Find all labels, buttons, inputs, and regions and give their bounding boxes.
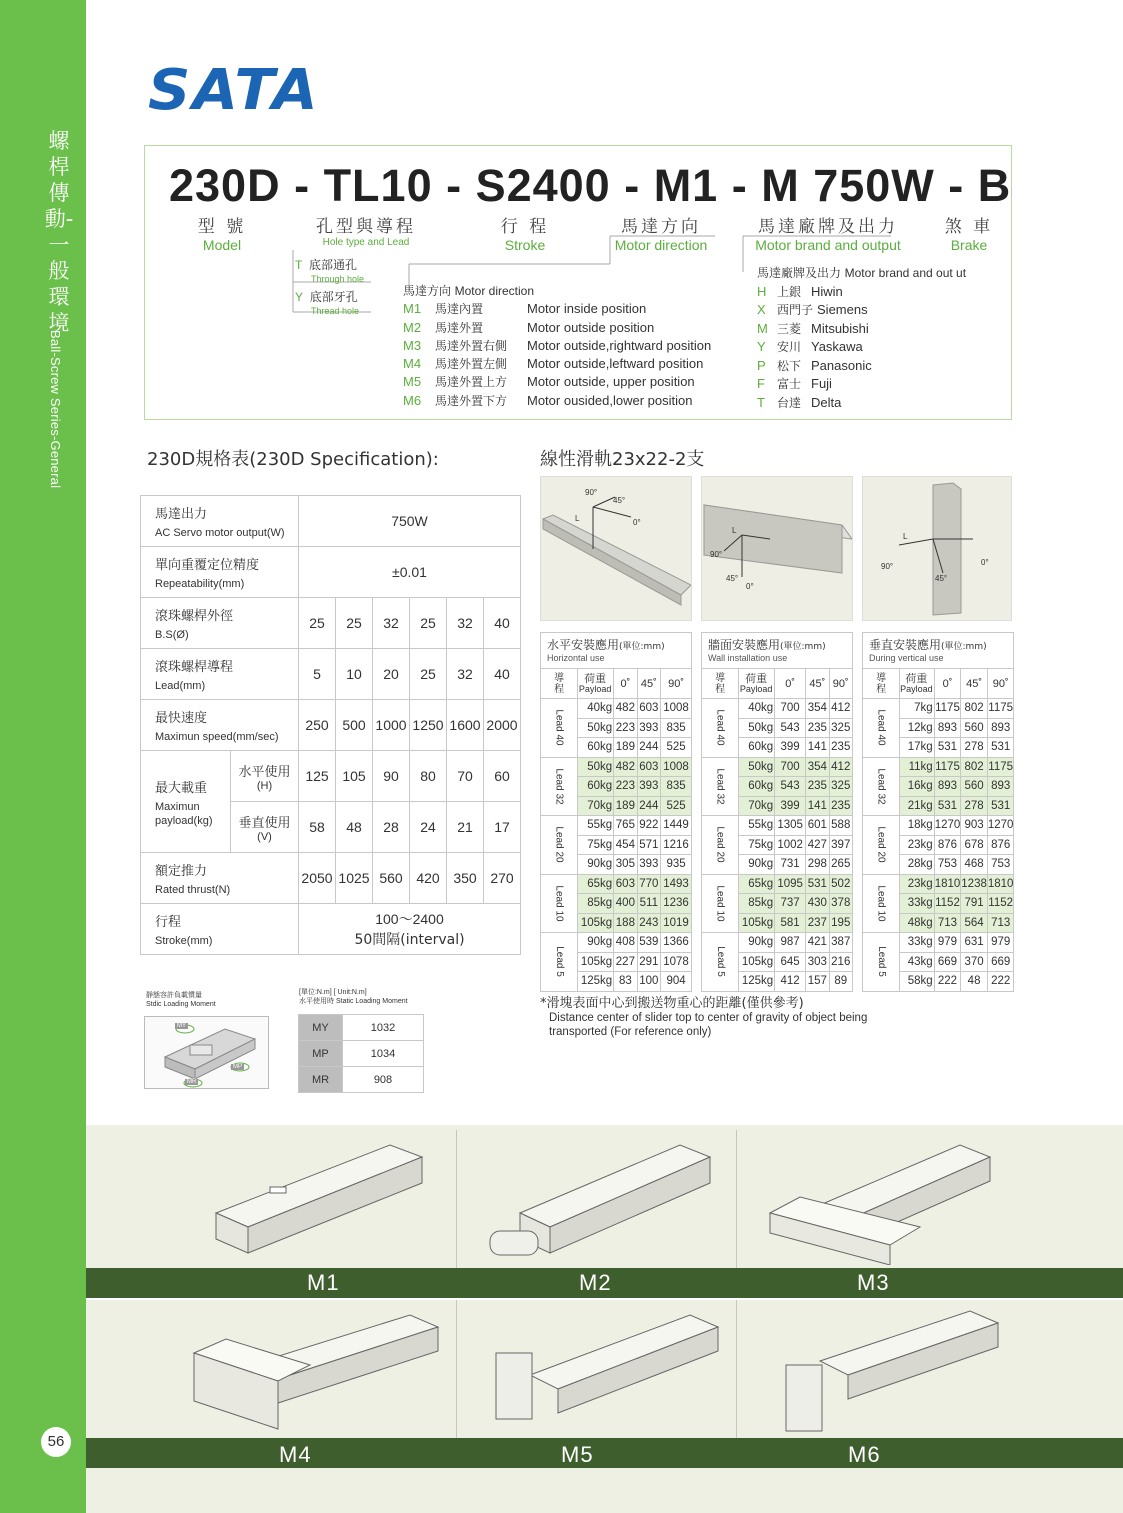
- rail-image-vertical: [862, 476, 1012, 621]
- payload-row: Lead 20 18kg 1270 903 1270: [863, 816, 1014, 836]
- payload-row: Lead 20 55kg 765 922 1449: [541, 816, 692, 836]
- spec-table: [140, 495, 521, 955]
- mp-tag: MP: [233, 1064, 242, 1070]
- spec-row-repeat: 單向重覆定位精度 Repeatability(mm) ±0.01: [141, 547, 521, 598]
- spec-title: 230D規格表(230D Specification):: [147, 449, 439, 470]
- svg-text:90°: 90°: [881, 562, 894, 571]
- payload-row: 70kg 399 141 235: [702, 796, 853, 816]
- payload-row: 105kg 188 243 1019: [541, 913, 692, 933]
- label-stroke: 行 程 Stroke: [500, 217, 550, 253]
- payload-table-vertical: 垂直安裝應用(單位:mm) During vertical use 導程 荷重 Payload 0˚ 45˚ 90˚ Lead 40 7kg 1175 802 1175 12kg 893 560 893 17kg 531 278 531 Lead 32 11kg 1175 802 1175 16kg 893 560 893 21kg 531 278 531 Lead 20 18kg 1270 903 1270 23kg 876 678 876 28kg 753 468 753 Lead 10 23kg 1810 1238 1810 33kg 1152 791 1152 48kg 713 564 713 Lead 5 33kg 979 631 979 43kg 669 370 669 58kg 222 48 222: [862, 632, 1014, 992]
- svg-text:L: L: [903, 532, 908, 541]
- payload-row: 75kg 1002 427 397: [702, 835, 853, 855]
- payload-row: 90kg 305 393 935: [541, 855, 692, 875]
- payload-row: 90kg 731 298 265: [702, 855, 853, 875]
- hole-type-y: Y 底部牙孔 Thread hole: [295, 290, 360, 316]
- svg-text:45°: 45°: [613, 496, 626, 505]
- sidebar-category-cn: 螺桿傳動-一般環境: [44, 129, 74, 335]
- moment-label-right: [單位:N.m] [ Unit:N.m] 水平使用時 Static Loading Moment: [299, 989, 408, 1005]
- payload-row: Lead 40 7kg 1175 802 1175: [863, 699, 1014, 719]
- gallery-band-row2: [86, 1438, 1123, 1468]
- payload-row: Lead 40 40kg 700 354 412: [702, 699, 853, 719]
- lead-label: Lead 40: [863, 699, 900, 758]
- payload-row: 58kg 222 48 222: [863, 972, 1014, 992]
- payload-row: 60kg 543 235 325: [702, 777, 853, 797]
- motor-direction-list: 馬達方向 Motor direction M1 馬達內置 Motor inside position M2 馬達外置 Motor outside position M3 馬達外置右側 Motor outside,rightward position M4 馬達外置左側 Motor outside,leftward position M5 馬達外置上方 Motor outside, upper position M6 馬達外置下方 Motor ousided,lower position: [403, 282, 711, 410]
- spec-row-thrust: 額定推力 Rated thrust(N) 2050 1025 560 420 350 270: [141, 853, 521, 904]
- actuator-image-m5: [490, 1305, 730, 1435]
- brand-yaskawa: Y 安川 Yaskawa: [757, 339, 863, 354]
- payload-row: 85kg 400 511 1236: [541, 894, 692, 914]
- lead-label: Lead 32: [541, 757, 578, 816]
- lead-label: Lead 40: [541, 699, 578, 758]
- payload-row: 125kg 412 157 89: [702, 972, 853, 992]
- sidebar-category-en: Ball-Screw Series-General: [48, 330, 63, 489]
- payload-row: Lead 10 23kg 1810 1238 1810: [863, 874, 1014, 894]
- payload-row: 12kg 893 560 893: [863, 718, 1014, 738]
- svg-text:L: L: [575, 514, 580, 523]
- payload-header-row: 導程 荷重 Payload 0˚ 45˚ 90˚: [702, 669, 853, 699]
- svg-text:45°: 45°: [935, 574, 948, 583]
- page-number: 56: [41, 1427, 71, 1457]
- payload-row: 33kg 1152 791 1152: [863, 894, 1014, 914]
- payload-row: 50kg 543 235 325: [702, 718, 853, 738]
- payload-row: 105kg 581 237 195: [702, 913, 853, 933]
- gallery-label-m6: M6: [848, 1442, 881, 1467]
- motor-dir-m1: M1 馬達內置 Motor inside position: [403, 301, 647, 317]
- payload-row: Lead 5 90kg 408 539 1366: [541, 933, 692, 953]
- payload-row: 125kg 83 100 904: [541, 972, 692, 992]
- brand-panasonic: P 松下 Panasonic: [757, 357, 872, 373]
- spec-row-motor: 馬達出力 AC Servo motor output(W) 750W: [141, 496, 521, 547]
- brand-fuji: F 富士 Fuji: [757, 376, 832, 391]
- moment-row-mp: MP 1034: [299, 1041, 424, 1067]
- payload-row: Lead 40 40kg 482 603 1008: [541, 699, 692, 719]
- spec-row-speed: 最快速度 Maximun speed(mm/sec) 250 500 1000 1250 1600 2000: [141, 700, 521, 751]
- actuator-image-m2: [480, 1135, 720, 1265]
- payload-row: 28kg 753 468 753: [863, 855, 1014, 875]
- svg-text:0°: 0°: [633, 518, 641, 527]
- lead-label: Lead 10: [702, 874, 739, 933]
- payload-row: 60kg 189 244 525: [541, 738, 692, 758]
- moment-table: [298, 1014, 424, 1093]
- gallery-label-m3: M3: [857, 1270, 890, 1295]
- payload-row: 70kg 189 244 525: [541, 796, 692, 816]
- svg-text:0°: 0°: [746, 582, 754, 591]
- rail-title: 線性滑軌23x22-2支: [540, 449, 705, 470]
- actuator-image-m1: [200, 1135, 440, 1265]
- payload-row: Lead 32 11kg 1175 802 1175: [863, 757, 1014, 777]
- payload-header-row: 導程 荷重 Payload 0˚ 45˚ 90˚: [863, 669, 1014, 699]
- payload-row: 17kg 531 278 531: [863, 738, 1014, 758]
- payload-row: Lead 10 65kg 603 770 1493: [541, 874, 692, 894]
- motor-dir-m2: M2 馬達外置 Motor outside position: [403, 319, 655, 335]
- spec-row-payload-h: 最大載重 Maximun payload(kg) 水平使用 (H) 125 105 90 80 70 60: [141, 751, 521, 802]
- sata-logo: SATA: [148, 58, 320, 123]
- moment-row-my: MY 1032: [299, 1015, 424, 1041]
- lead-label: Lead 10: [541, 874, 578, 933]
- payload-row: 105kg 645 303 216: [702, 952, 853, 972]
- payload-row: 75kg 454 571 1216: [541, 835, 692, 855]
- svg-text:0°: 0°: [981, 558, 989, 567]
- lead-label: Lead 20: [541, 816, 578, 875]
- payload-row: 85kg 737 430 378: [702, 894, 853, 914]
- model-code-line: 230D - TL10 - S2400 - M1 - M 750W - B: [169, 160, 1012, 211]
- motor-dir-m6: M6 馬達外置下方 Motor ousided,lower position: [403, 392, 693, 408]
- svg-text:45°: 45°: [726, 574, 739, 583]
- payload-row: 60kg 223 393 835: [541, 777, 692, 797]
- payload-row: 21kg 531 278 531: [863, 796, 1014, 816]
- spec-row-bs: 滾珠螺桿外徑 B.S(Ø) 25 25 32 25 32 40: [141, 598, 521, 649]
- gallery-label-m2: M2: [579, 1270, 612, 1295]
- payload-row: 105kg 227 291 1078: [541, 952, 692, 972]
- payload-row: 16kg 893 560 893: [863, 777, 1014, 797]
- svg-text:90°: 90°: [585, 488, 598, 497]
- payload-row: 48kg 713 564 713: [863, 913, 1014, 933]
- brand-hiwin: H 上銀 Hiwin: [757, 283, 843, 299]
- payload-row: 60kg 399 141 235: [702, 738, 853, 758]
- moment-diagram: [144, 1016, 269, 1089]
- payload-row: Lead 5 33kg 979 631 979: [863, 933, 1014, 953]
- my-tag: MY: [177, 1023, 186, 1029]
- payload-table-wall: 牆面安裝應用(單位:mm) Wall installation use 導程 荷重 Payload 0˚ 45˚ 90˚ Lead 40 40kg 700 354 412 50kg 543 235 325 60kg 399 141 235 Lead 32 50kg 700 354 412 60kg 543 235 325 70kg 399 141 235 Lead 20 55kg 1305 601 588 75kg 1002 427 397 90kg 731 298 265 Lead 10 65kg 1095 531 502 85kg 737 430 378 105kg 581 237 195 Lead 5 90kg 987 421 387 105kg 645 303 216 125kg 412 157 89: [701, 632, 853, 992]
- mr-tag: MR: [187, 1079, 197, 1085]
- moment-label-left: 靜態容許負載慣量 Stdic Loading Moment: [146, 992, 216, 1008]
- label-model: 型 號 Model: [197, 217, 247, 253]
- payload-header-row: 導程 荷重 Payload 0˚ 45˚ 90˚: [541, 669, 692, 699]
- lead-label: Lead 20: [863, 816, 900, 875]
- payload-table-horizontal: 水平安裝應用(單位:mm) Horizontal use 導程 荷重 Payload 0˚ 45˚ 90˚ Lead 40 40kg 482 603 1008 50kg 223 393 835 60kg 189 244 525 Lead 32 50kg 482 603 1008 60kg 223 393 835 70kg 189 244 525 Lead 20 55kg 765 922 1449 75kg 454 571 1216 90kg 305 393 935 Lead 10 65kg 603 770 1493 85kg 400 511 1236 105kg 188 243 1019 Lead 5 90kg 408 539 1366 105kg 227 291 1078 125kg 83 100 904: [540, 632, 692, 992]
- rail-image-wall: [701, 476, 853, 621]
- label-direction: 馬達方向 Motor direction: [614, 217, 708, 253]
- reference-note: *滑塊表面中心到搬送物重心的距離(僅供參考) Distance center of slider top to center of gravity of object being transported (For reference only): [540, 996, 868, 1038]
- gallery-label-m1: M1: [307, 1270, 340, 1295]
- actuator-image-m4: [190, 1305, 440, 1435]
- motor-brand-list: 馬達廠牌及出力 Motor brand and out ut H 上銀 Hiwin X 西門子 Siemens M 三菱 Mitsubishi Y 安川 Yaskawa P 松下 Panasonic F 富士 Fuji T 台達 Delta: [757, 264, 966, 412]
- motor-dir-m5: M5 馬達外置上方 Motor outside, upper position: [403, 374, 695, 390]
- lead-label: Lead 5: [702, 933, 739, 992]
- spec-row-payload-v: 垂直使用 (V) 58 48 28 24 21 17: [141, 802, 521, 853]
- rail-image-horizontal: [540, 476, 692, 621]
- hole-type-t: T 底部通孔 Through hole: [295, 258, 365, 284]
- actuator-image-m3: [760, 1135, 1000, 1265]
- payload-row: 23kg 876 678 876: [863, 835, 1014, 855]
- lead-label: Lead 5: [541, 933, 578, 992]
- payload-row: Lead 10 65kg 1095 531 502: [702, 874, 853, 894]
- actuator-image-m6: [780, 1305, 1010, 1435]
- label-brake: 煞 車 Brake: [944, 217, 994, 253]
- payload-row: Lead 20 55kg 1305 601 588: [702, 816, 853, 836]
- motor-dir-m3: M3 馬達外置右側 Motor outside,rightward position: [403, 337, 712, 353]
- brand-delta: T 台達 Delta: [757, 394, 842, 410]
- lead-label: Lead 10: [863, 874, 900, 933]
- svg-text:90°: 90°: [710, 550, 723, 559]
- lead-label: Lead 20: [702, 816, 739, 875]
- payload-row: Lead 5 90kg 987 421 387: [702, 933, 853, 953]
- model-code-box: [144, 145, 1012, 420]
- lead-label: Lead 32: [863, 757, 900, 816]
- motor-dir-m4: M4 馬達外置左側 Motor outside,leftward position: [403, 356, 704, 372]
- spec-row-lead: 滾珠螺桿導程 Lead(mm) 5 10 20 25 32 40: [141, 649, 521, 700]
- lead-label: Lead 32: [702, 757, 739, 816]
- gallery-label-m5: M5: [561, 1442, 594, 1467]
- payload-row: 50kg 223 393 835: [541, 718, 692, 738]
- spec-row-stroke: 行程 Stroke(mm) 100～2400 50間隔(interval): [141, 904, 521, 955]
- label-hole: 孔型與導程 Hole type and Lead: [316, 217, 416, 248]
- svg-text:L: L: [732, 526, 737, 535]
- payload-row: Lead 32 50kg 482 603 1008: [541, 757, 692, 777]
- hole-type-list: [295, 258, 364, 318]
- gallery-label-m4: M4: [279, 1442, 312, 1467]
- lead-label: Lead 40: [702, 699, 739, 758]
- payload-row: Lead 32 50kg 700 354 412: [702, 757, 853, 777]
- lead-label: Lead 5: [863, 933, 900, 992]
- brand-siemens: X 西門子 Siemens: [757, 302, 868, 317]
- payload-row: 43kg 669 370 669: [863, 952, 1014, 972]
- brand-mitsubishi: M 三菱 Mitsubishi: [757, 320, 869, 336]
- label-brand: 馬達廠牌及出力 Motor brand and output: [755, 217, 901, 253]
- moment-row-mr: MR 908: [299, 1067, 424, 1093]
